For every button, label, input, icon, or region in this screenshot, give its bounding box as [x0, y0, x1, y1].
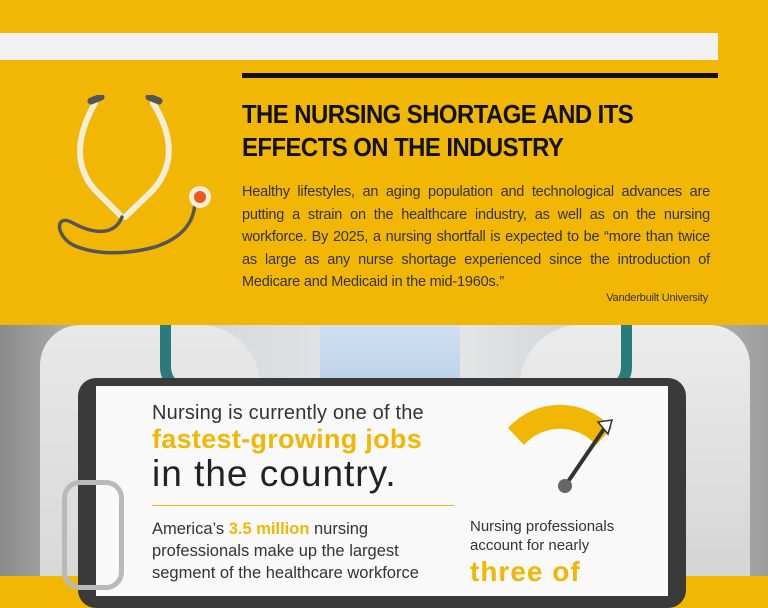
clipboard-divider — [152, 505, 454, 506]
nurses-highlight: three of — [470, 556, 581, 587]
stethoscope-icon — [55, 95, 225, 270]
source-credit: Vanderbuilt University — [606, 292, 708, 304]
workers-highlight: 3.5 million — [228, 520, 310, 538]
workers-prefix: America’s — [152, 520, 229, 538]
page-title — [242, 98, 684, 164]
growing-line-3: in the country. — [152, 453, 397, 494]
workers-suffix: nursing professionals make up the largest segment of the healthcare workforce — [152, 520, 419, 582]
title-rule — [242, 73, 718, 78]
workforce-text — [152, 518, 452, 584]
nurses-text: Nursing professionals account for nearly — [470, 518, 615, 554]
intro-paragraph: Healthy lifestyles, an aging population and technological advances are putting a strain on the healthcare industry, as well as on the nursing workforce. By 2025, a nursing shortfall is expected to be “more than twice as large as any nurse shortage experienced since the introduction of Medicare and Medicaid in the mid-1960s.” — [242, 184, 710, 290]
gauge-icon — [500, 400, 630, 500]
growing-line-2: fastest-growing jobs — [152, 424, 423, 454]
top-white-bar — [0, 33, 718, 60]
title-line-2: EFFECTS ON THE INDUSTRY — [242, 132, 564, 162]
growing-line-1: Nursing is currently one of the — [152, 402, 424, 424]
clipboard-clip — [62, 480, 124, 590]
title-line-1: THE NURSING SHORTAGE AND ITS — [242, 99, 634, 129]
